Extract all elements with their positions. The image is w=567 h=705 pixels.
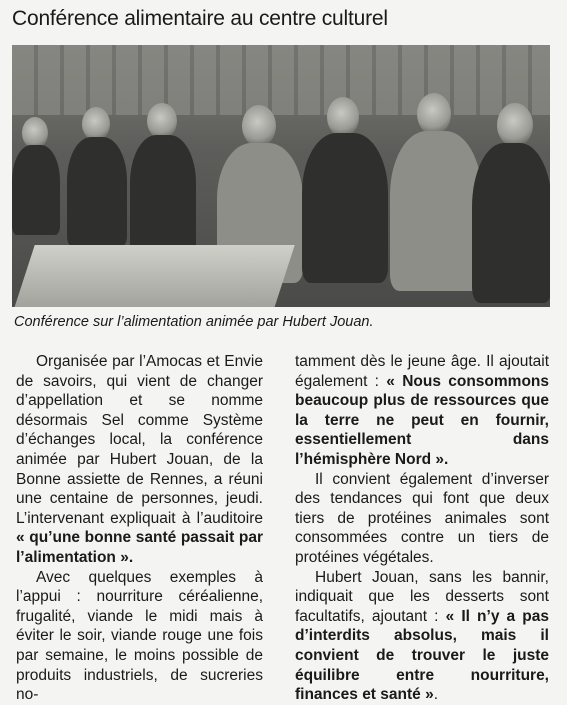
photo-figure: [130, 135, 196, 255]
quote-bold: « qu’une bonne santé passait par l’alimentation ».: [16, 529, 263, 566]
paragraph-text: Avec quelques exemples à l’appui : nourriture céréalienne, frugalité, viande le midi mais à éviter le soir, viande rouge une fois par semaine, le moins possible de produits industriels, de sucreries no-: [16, 568, 263, 704]
photo-figure: [472, 143, 550, 303]
photo-figure: [242, 105, 276, 147]
article-column-left: [16, 352, 263, 705]
paragraph: [295, 470, 549, 568]
paragraph-text: Il convient également d’inverser des tendances qui font que deux tiers de protéines animales sont consommées contre un tiers de protéines végétales.: [295, 470, 549, 566]
photo-figure: [390, 131, 482, 291]
photo-figure: [302, 133, 388, 283]
photo-background-wall: [12, 45, 550, 115]
paragraph-text: Hubert Jouan, sans les bannir, indiquait que les desserts sont facultatifs, ajoutant :: [295, 568, 549, 625]
photo-figure: [147, 103, 177, 139]
article-headline: Conférence alimentaire au centre culturel: [12, 7, 388, 30]
paragraph: [16, 352, 263, 568]
photo-figure: [327, 97, 359, 137]
photo-figure: [417, 93, 451, 135]
paragraph: [16, 568, 263, 705]
paragraph: [295, 352, 549, 470]
article-column-right: [295, 352, 549, 705]
quote-bold: « Nous consommons beaucoup plus de ressources que la terre ne peut en fournir, essentiellement dans l’hémisphère Nord ».: [295, 372, 549, 468]
photo-figure: [67, 137, 127, 247]
paragraph-text: Organisée par l’Amocas et Envie de savoirs, qui vient de changer d’appellation et se nomme désormais Sel comme Système d’échanges local, la conférence animée par Hubert Jouan, de la Bonne assiette de Rennes, a réuni une centaine de personnes, jeudi. L’intervenant expliquait à l’auditoire: [16, 353, 263, 527]
quote-bold: « Il n’y a pas d’interdits absolus, mais il convient de trouver le juste équilibre entre nourriture, finances et santé »: [295, 607, 549, 704]
photo-figure: [82, 107, 110, 141]
paragraph: [295, 568, 549, 705]
paragraph-end: .: [433, 686, 439, 704]
photo-table: [12, 245, 295, 307]
paragraph-text: tamment dès le jeune âge. Il ajoutait également :: [295, 353, 549, 390]
photo-figure: [497, 103, 533, 147]
photo-caption: Conférence sur l’alimentation animée par Hubert Jouan.: [14, 314, 374, 330]
article-photo: [12, 45, 550, 307]
photo-figure: [12, 145, 60, 235]
